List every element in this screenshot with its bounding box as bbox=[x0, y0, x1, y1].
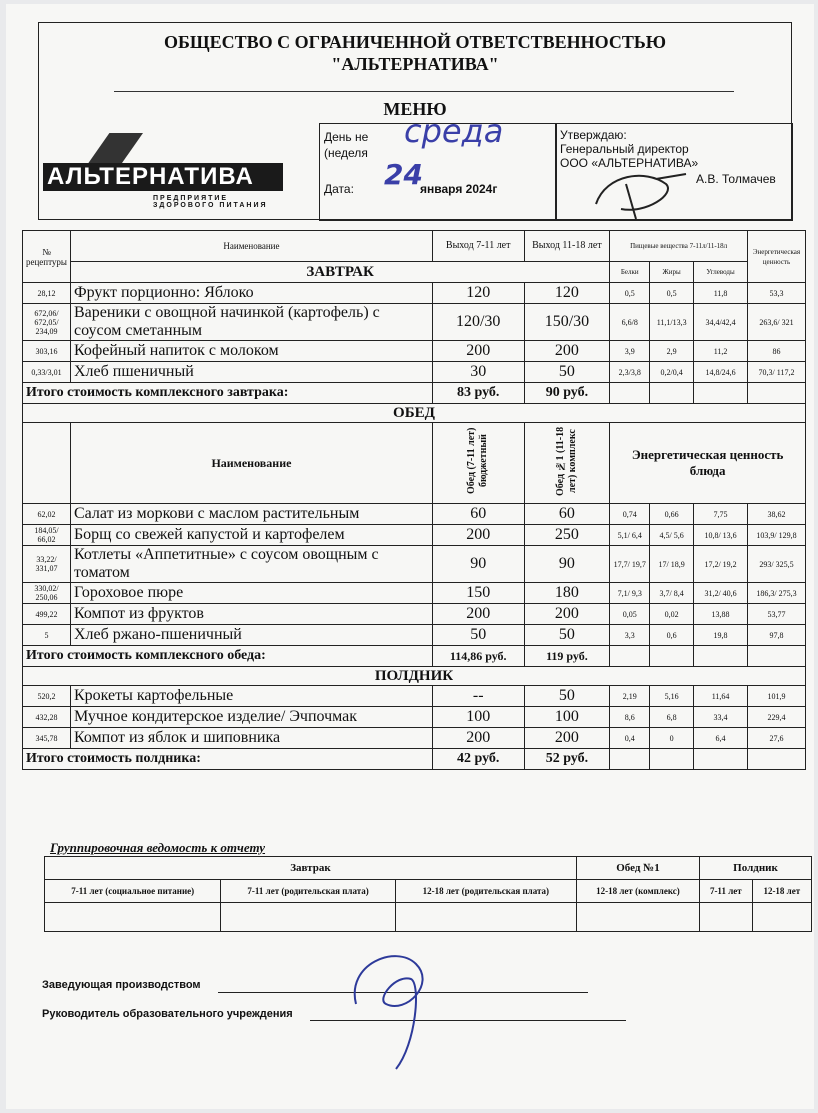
snack-energy: 101,9 bbox=[747, 686, 805, 707]
menu-table bbox=[22, 230, 806, 770]
lunch-energy: 103,9/ 129,8 bbox=[747, 525, 805, 546]
col-out-11-18: Выход 11-18 лет bbox=[524, 231, 610, 262]
approve-line-1: Утверждаю: bbox=[560, 128, 627, 142]
breakfast-protein: 6,6/8 bbox=[610, 304, 650, 341]
lunch-name: Салат из моркови с маслом растительным bbox=[70, 504, 432, 525]
handwritten-signature-icon bbox=[336, 944, 446, 1074]
breakfast-amount-b: 150/30 bbox=[524, 304, 610, 341]
snack-amount-b: 100 bbox=[524, 707, 610, 728]
lunch-name: Компот из фруктов bbox=[70, 604, 432, 625]
breakfast-name: Кофейный напиток с молоком bbox=[70, 341, 432, 362]
section-lunch: ОБЕД bbox=[23, 404, 806, 423]
date-day: 24 bbox=[384, 158, 423, 191]
day-date-box bbox=[319, 112, 557, 221]
lunch-energy: 293/ 325,5 bbox=[747, 546, 805, 583]
group-b3: 12-18 лет (родительская плата) bbox=[395, 880, 576, 903]
lunch-carbs: 13,88 bbox=[694, 604, 748, 625]
group-cell bbox=[700, 903, 753, 932]
breakfast-energy: 86 bbox=[747, 341, 805, 362]
company-line-2: "АЛЬТЕРНАТИВА" bbox=[331, 54, 499, 74]
group-cell bbox=[752, 903, 811, 932]
lunch-col-energy: Энергетическая ценность блюда bbox=[610, 423, 806, 504]
breakfast-carbs: 11,8 bbox=[694, 283, 748, 304]
breakfast-protein: 3,9 bbox=[610, 341, 650, 362]
company-logo bbox=[43, 133, 315, 213]
lunch-code: 62,02 bbox=[23, 504, 71, 525]
lunch-rows bbox=[23, 504, 806, 646]
breakfast-total-b: 90 руб. bbox=[524, 383, 610, 404]
breakfast-name: Вареники с овощной начинкой (картофель) с соусом сметанным bbox=[70, 304, 432, 341]
breakfast-protein: 0,5 bbox=[610, 283, 650, 304]
lunch-fat: 0,02 bbox=[650, 604, 694, 625]
lunch-row bbox=[23, 583, 806, 604]
lunch-code: 33,22/ 331,07 bbox=[23, 546, 71, 583]
group-table bbox=[44, 856, 812, 932]
lunch-total-a: 114,86 руб. bbox=[432, 646, 524, 667]
snack-total-b: 52 руб. bbox=[524, 749, 610, 770]
approval-box bbox=[555, 123, 793, 221]
lunch-amount-b: 180 bbox=[524, 583, 610, 604]
lunch-protein: 0,74 bbox=[610, 504, 650, 525]
breakfast-fat: 2,9 bbox=[650, 341, 694, 362]
breakfast-name: Фрукт порционно: Яблоко bbox=[70, 283, 432, 304]
col-name: Наименование bbox=[70, 231, 432, 262]
breakfast-rows bbox=[23, 283, 806, 383]
lunch-code: 330,02/ 250,06 bbox=[23, 583, 71, 604]
snack-fat: 6,8 bbox=[650, 707, 694, 728]
breakfast-code: 0,33/3,01 bbox=[23, 362, 71, 383]
section-breakfast: ЗАВТРАК bbox=[70, 262, 609, 283]
snack-fat: 0 bbox=[650, 728, 694, 749]
snack-name: Мучное кондитерское изделие/ Эчпочмак bbox=[70, 707, 432, 728]
snack-name: Компот из яблок и шиповника bbox=[70, 728, 432, 749]
group-cell bbox=[576, 903, 699, 932]
group-b2: 7-11 лет (родительская плата) bbox=[221, 880, 395, 903]
lunch-code: 184,05/ 66,02 bbox=[23, 525, 71, 546]
breakfast-fat: 0,2/0,4 bbox=[650, 362, 694, 383]
day-value: среда bbox=[404, 112, 504, 150]
breakfast-total-a: 83 руб. bbox=[432, 383, 524, 404]
group-lunch: Обед №1 bbox=[576, 857, 699, 880]
snack-fat: 5,16 bbox=[650, 686, 694, 707]
lunch-amount-a: 60 bbox=[432, 504, 524, 525]
snack-amount-a: 100 bbox=[432, 707, 524, 728]
lunch-fat: 17/ 18,9 bbox=[650, 546, 694, 583]
breakfast-amount-a: 30 bbox=[432, 362, 524, 383]
snack-amount-a: 200 bbox=[432, 728, 524, 749]
logo-subtitle: ПРЕДПРИЯТИЕ ЗДОРОВОГО ПИТАНИЯ bbox=[153, 195, 268, 209]
company-name bbox=[39, 31, 791, 75]
document-sheet bbox=[6, 4, 814, 1109]
lunch-row bbox=[23, 504, 806, 525]
group-title: Группировочная ведомость к отчету bbox=[50, 840, 266, 855]
lunch-energy: 38,62 bbox=[747, 504, 805, 525]
snack-amount-a: -- bbox=[432, 686, 524, 707]
snack-code: 432,28 bbox=[23, 707, 71, 728]
lunch-amount-b: 60 bbox=[524, 504, 610, 525]
lunch-name: Хлеб ржано-пшеничный bbox=[70, 625, 432, 646]
lunch-fat: 0,66 bbox=[650, 504, 694, 525]
approve-name: А.В. Толмачев bbox=[696, 172, 776, 186]
breakfast-carbs: 11,2 bbox=[694, 341, 748, 362]
breakfast-energy: 70,3/ 117,2 bbox=[747, 362, 805, 383]
breakfast-energy: 263,6/ 321 bbox=[747, 304, 805, 341]
col-nutrients: Пищевые вещества 7-11л/11-18л bbox=[610, 231, 748, 262]
logo-mark-icon bbox=[87, 133, 143, 165]
snack-carbs: 6,4 bbox=[694, 728, 748, 749]
breakfast-amount-a: 120 bbox=[432, 283, 524, 304]
snack-energy: 229,4 bbox=[747, 707, 805, 728]
lunch-amount-a: 200 bbox=[432, 604, 524, 625]
lunch-carbs: 10,8/ 13,6 bbox=[694, 525, 748, 546]
group-snack: Полдник bbox=[700, 857, 812, 880]
breakfast-fat: 11,1/13,3 bbox=[650, 304, 694, 341]
breakfast-fat: 0,5 bbox=[650, 283, 694, 304]
date-rest: января 2024г bbox=[420, 182, 498, 196]
lunch-amount-a: 50 bbox=[432, 625, 524, 646]
lunch-amount-a: 200 bbox=[432, 525, 524, 546]
lunch-code: 499,22 bbox=[23, 604, 71, 625]
lunch-col-b bbox=[524, 423, 610, 504]
breakfast-amount-b: 200 bbox=[524, 341, 610, 362]
breakfast-row bbox=[23, 304, 806, 341]
group-s1: 7-11 лет bbox=[700, 880, 753, 903]
col-protein: Белки bbox=[610, 262, 650, 283]
divider bbox=[114, 91, 734, 92]
breakfast-energy: 53,3 bbox=[747, 283, 805, 304]
lunch-name: Борщ со свежей капустой и картофелем bbox=[70, 525, 432, 546]
header-box bbox=[38, 22, 792, 220]
lunch-name: Гороховое пюре bbox=[70, 583, 432, 604]
col-out-7-11: Выход 7-11 лет bbox=[432, 231, 524, 262]
day-label: День не bbox=[324, 130, 369, 144]
lunch-protein: 17,7/ 19,7 bbox=[610, 546, 650, 583]
breakfast-name: Хлеб пшеничный bbox=[70, 362, 432, 383]
snack-code: 520,2 bbox=[23, 686, 71, 707]
lunch-total-label: Итого стоимость комплексного обеда: bbox=[23, 646, 433, 667]
breakfast-total-label: Итого стоимость комплексного завтрака: bbox=[23, 383, 433, 404]
col-fat: Жиры bbox=[650, 262, 694, 283]
group-breakfast: Завтрак bbox=[45, 857, 577, 880]
lunch-protein: 0,05 bbox=[610, 604, 650, 625]
section-snack: ПОЛДНИК bbox=[23, 667, 806, 686]
breakfast-amount-b: 120 bbox=[524, 283, 610, 304]
lunch-col-a-label: Обед (7-11 лет) бюджетный bbox=[466, 427, 490, 494]
group-l1: 12-18 лет (комплекс) bbox=[576, 880, 699, 903]
snack-amount-b: 50 bbox=[524, 686, 610, 707]
lunch-carbs: 17,2/ 19,2 bbox=[694, 546, 748, 583]
snack-carbs: 11,64 bbox=[694, 686, 748, 707]
snack-row bbox=[23, 707, 806, 728]
lunch-carbs: 7,75 bbox=[694, 504, 748, 525]
breakfast-carbs: 34,4/42,4 bbox=[694, 304, 748, 341]
snack-total-a: 42 руб. bbox=[432, 749, 524, 770]
snack-row bbox=[23, 686, 806, 707]
approve-line-2: Генеральный директор bbox=[560, 142, 689, 156]
snack-amount-b: 200 bbox=[524, 728, 610, 749]
breakfast-code: 672,06/ 672,05/ 234,09 bbox=[23, 304, 71, 341]
lunch-fat: 3,7/ 8,4 bbox=[650, 583, 694, 604]
snack-name: Крокеты картофельные bbox=[70, 686, 432, 707]
lunch-col-b-label: Обед №1 (11-18 лет) комплекс bbox=[554, 425, 578, 496]
lunch-amount-b: 200 bbox=[524, 604, 610, 625]
lunch-carbs: 19,8 bbox=[694, 625, 748, 646]
group-cell bbox=[221, 903, 395, 932]
lunch-col-a bbox=[432, 423, 524, 504]
snack-row bbox=[23, 728, 806, 749]
week-label: (неделя bbox=[324, 146, 368, 160]
snack-rows bbox=[23, 686, 806, 749]
lunch-amount-b: 90 bbox=[524, 546, 610, 583]
breakfast-amount-a: 200 bbox=[432, 341, 524, 362]
snack-protein: 8,6 bbox=[610, 707, 650, 728]
lunch-code-head bbox=[23, 423, 71, 504]
lunch-fat: 4,5/ 5,6 bbox=[650, 525, 694, 546]
lunch-row bbox=[23, 604, 806, 625]
group-cell bbox=[45, 903, 221, 932]
snack-protein: 2,19 bbox=[610, 686, 650, 707]
col-energy: Энергетическая ценность bbox=[747, 231, 805, 283]
breakfast-row bbox=[23, 362, 806, 383]
lunch-protein: 7,1/ 9,3 bbox=[610, 583, 650, 604]
breakfast-carbs: 14,8/24,6 bbox=[694, 362, 748, 383]
date-label: Дата: bbox=[324, 182, 354, 196]
snack-code: 345,78 bbox=[23, 728, 71, 749]
approve-line-3: ООО «АЛЬТЕРНАТИВА» bbox=[560, 156, 699, 170]
lunch-row bbox=[23, 546, 806, 583]
lunch-col-name: Наименование bbox=[70, 423, 432, 504]
lunch-energy: 97,8 bbox=[747, 625, 805, 646]
head-school-label: Руководитель образовательного учреждения bbox=[42, 1008, 293, 1020]
snack-energy: 27,6 bbox=[747, 728, 805, 749]
lunch-fat: 0,6 bbox=[650, 625, 694, 646]
group-cell bbox=[395, 903, 576, 932]
breakfast-amount-b: 50 bbox=[524, 362, 610, 383]
lunch-total-b: 119 руб. bbox=[524, 646, 610, 667]
breakfast-row bbox=[23, 341, 806, 362]
head-production-label: Заведующая производством bbox=[42, 979, 201, 991]
col-carbs: Углеводы bbox=[694, 262, 748, 283]
lunch-amount-a: 150 bbox=[432, 583, 524, 604]
lunch-code: 5 bbox=[23, 625, 71, 646]
breakfast-code: 303,16 bbox=[23, 341, 71, 362]
breakfast-code: 28,12 bbox=[23, 283, 71, 304]
lunch-name: Котлеты «Аппетитные» с соусом овощным с томатом bbox=[70, 546, 432, 583]
menu-title: МЕНЮ bbox=[383, 99, 447, 119]
group-b1: 7-11 лет (социальное питание) bbox=[45, 880, 221, 903]
snack-total-label: Итого стоимость полдника: bbox=[23, 749, 433, 770]
director-signature-icon bbox=[586, 164, 696, 220]
snack-carbs: 33,4 bbox=[694, 707, 748, 728]
lunch-amount-b: 250 bbox=[524, 525, 610, 546]
lunch-amount-b: 50 bbox=[524, 625, 610, 646]
lunch-amount-a: 90 bbox=[432, 546, 524, 583]
logo-word: АЛЬТЕРНАТИВА bbox=[43, 163, 283, 191]
breakfast-row bbox=[23, 283, 806, 304]
company-line-1: ОБЩЕСТВО С ОГРАНИЧЕННОЙ ОТВЕТСТВЕННОСТЬЮ bbox=[164, 32, 666, 52]
col-code: № рецептуры bbox=[23, 231, 71, 283]
lunch-protein: 5,1/ 6,4 bbox=[610, 525, 650, 546]
group-s2: 12-18 лет bbox=[752, 880, 811, 903]
lunch-energy: 186,3/ 275,3 bbox=[747, 583, 805, 604]
lunch-carbs: 31,2/ 40,6 bbox=[694, 583, 748, 604]
breakfast-protein: 2,3/3,8 bbox=[610, 362, 650, 383]
lunch-protein: 3,3 bbox=[610, 625, 650, 646]
lunch-row bbox=[23, 525, 806, 546]
lunch-row bbox=[23, 625, 806, 646]
breakfast-amount-a: 120/30 bbox=[432, 304, 524, 341]
snack-protein: 0,4 bbox=[610, 728, 650, 749]
lunch-energy: 53,77 bbox=[747, 604, 805, 625]
